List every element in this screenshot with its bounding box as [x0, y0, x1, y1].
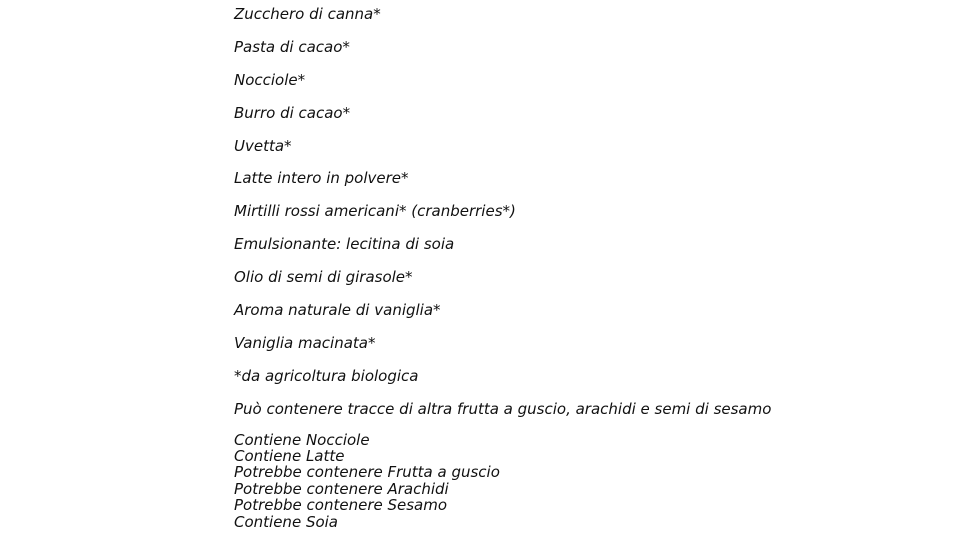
ingredient-item: Uvetta* — [234, 136, 292, 155]
ingredient-item: Nocciole* — [234, 70, 306, 89]
ingredients-document — [234, 4, 934, 530]
allergen-item: Potrebbe contenere Arachidi — [234, 479, 449, 498]
allergen-list — [234, 432, 934, 530]
ingredient-item: Mirtilli rossi americani* (cranberries*) — [234, 202, 516, 221]
allergen-item: Potrebbe contenere Sesamo — [234, 496, 448, 515]
ingredient-item: Emulsionante: lecitina di soia — [234, 235, 455, 254]
ingredient-item: Pasta di cacao* — [234, 37, 350, 56]
ingredient-item: Vaniglia macinata* — [234, 333, 376, 352]
organic-note: *da agricoltura biologica — [234, 366, 419, 385]
allergen-item: Contiene Soia — [234, 512, 338, 531]
ingredient-item: Aroma naturale di vaniglia* — [234, 301, 441, 320]
traces-warning: Può contenere tracce di altra frutta a guscio, arachidi e semi di sesamo — [234, 399, 772, 418]
ingredient-item: Olio di semi di girasole* — [234, 268, 413, 287]
ingredient-item: Latte intero in polvere* — [234, 169, 409, 188]
ingredient-item: Burro di cacao* — [234, 103, 351, 122]
allergen-item: Contiene Latte — [234, 446, 345, 465]
ingredient-item: Zucchero di canna* — [234, 5, 381, 23]
allergen-item: Contiene Nocciole — [234, 430, 370, 449]
allergen-item: Potrebbe contenere Frutta a guscio — [234, 463, 500, 482]
